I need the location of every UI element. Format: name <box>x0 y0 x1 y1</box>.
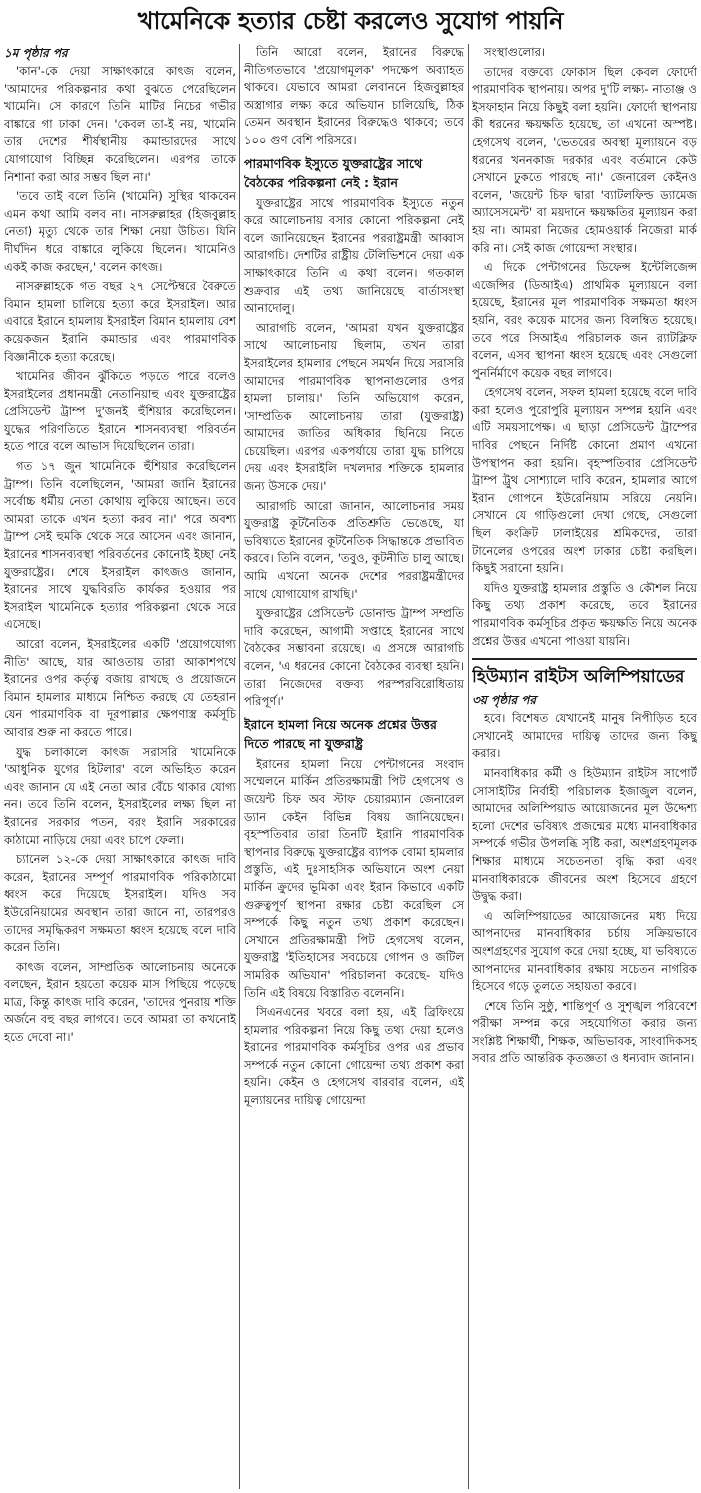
paragraph: 'তবে তাই বলে তিনি (খামেনি) সুস্থির থাকবেন এমন কথা আমি বলব না। নাসরুল্লাহর (হিজবুল্লাহ নেতা) মৃত্যু থেকে তার শিক্ষা নেয়া উচিত। যিনি দীর্ঘদিন ধরে বাঙ্কারে লুকিয়ে ছিলেন। খামেনিও একই কাজ করছেন,' বলেন কাৎজ। <box>4 189 236 274</box>
continuation-label: ১ম পৃষ্ঠার পর <box>4 46 68 60</box>
paragraph: নাসরুল্লাহকে গত বছর ২৭ সেপ্টেম্বরে বৈরুতে বিমান হামলা চালিয়ে হত্যা করে ইসরাইল। আর এবারে ইরানে হামলায় ইসরাইল বিমান হামলায় বেশ কয়েকজন ইরানি কমান্ডার এবং পারমাণবিক বিজ্ঞানীকে হত্যা করেছে। <box>4 279 236 364</box>
paragraph: মানবাধিকার কর্মী ও হিউম্যান রাইটস সাপোর্ট সোসাইটির নির্বাহী পরিচালক ইজাজুল বলেন, আমাদের অলিম্পিয়াড আয়োজনের মূল উদ্দেশ্য হলো দেশের ভবিষ্যৎ প্রজন্মের মধ্যে মানবাধিকার সম্পর্কে গভীর উপলব্ধি সৃষ্টি করা, অংশগ্রহণমূলক শিক্ষার মাধ্যমে সচেতনতা বৃদ্ধি করা এবং মানবাধিকারকে জীবনের অংশ হিসেবে গ্রহণে উদ্বুদ্ধ করা। <box>472 765 697 904</box>
paragraph: আরাগচি বলেন, 'আমরা যখন যুক্তরাষ্ট্রের সাথে আলোচনায় ছিলাম, তখন তারা ইসরাইলের হামলার পেছনে সমর্থন দিয়ে সরাসরি আমাদের পারমাণবিক স্থাপনাগুলোর ওপর হামলা চালায়।' তিনি অভিযোগ করেন, 'সাম্প্রতিক আলোচনায় তারা (যুক্তরাষ্ট্র) আমাদের জাতির অধিকার ছিনিয়ে নিতে চেয়েছিল। এরপর একপর্যায়ে তারা যুদ্ধ চাপিয়ে দেয় এবং ইসরাইলি দখলদার শক্তিকে হামলার জন্য উসকে দেয়।' <box>244 320 464 494</box>
paragraph: হেগসেথ বলেন, সফল হামলা হয়েছে বলে দাবি করা হলেও পুরোপুরি মূল্যায়ন সম্পন্ন হয়নি এবং এটি সময়সাপেক্ষ। এ ছাড়া প্রেসিডেন্ট ট্রাম্পের দাবির পেছনে নির্দিষ্ট কোনো প্রমাণ এখনো উপস্থাপন করা হয়নি। বৃহস্পতিবার প্রেসিডেন্ট ট্রাম্প ট্রুথ সোশ্যালে দাবি করেন, হামলার আগে ইরান গোপনে ইউরেনিয়াম সরিয়ে নেয়নি। সেখানে যে গাড়িগুলো দেখা গেছে, সেগুলো ছিল কংক্রিট ঢালাইয়ের শ্রমিকদের, তারা টানেলের ওপরের অংশ ঢাকার চেষ্টা করছিল। কিছুই সরানো হয়নি। <box>472 385 697 576</box>
column-1 <box>4 44 236 1489</box>
paragraph: শেষে তিনি সুষ্ঠু, শান্তিপূর্ণ ও সুশৃঙ্খল পরিবেশে পরীক্ষা সম্পন্ন করে সহযোগিতা করার জন্য সংশ্লিষ্ট শিক্ষার্থী, শিক্ষক, অভিভাবক, সাংবাদিকসহ সবার প্রতি আন্তরিক কৃতজ্ঞতা ও ধন্যবাদ জানান। <box>472 998 697 1066</box>
paragraph: তিনি আরো বলেন, ইরানের বিরুদ্ধে নীতিগতভাবে 'প্রয়োগমূলক' পদক্ষেপ অব্যাহত থাকবে। যেভাবে আমরা লেবাননে হিজবুল্লাহর অস্ত্রাগার লক্ষ্য করে অভিযান চালিয়েছি, ঠিক তেমন অবস্থান ইরানের বিরুদ্ধেও থাকবে; তবে ১০০ গুণ বেশি পরিসরে। <box>244 45 464 147</box>
paragraph: হবে। বিশেষত যেখানেই মানুষ নিপীড়িত হবে সেখানেই আমাদের দায়িত্ব তাদের জন্য কিছু করার। <box>472 711 697 761</box>
column-divider <box>468 44 469 1489</box>
subheading: ইরানে হামলা নিয়ে অনেক প্রশ্নের উত্তর দিতে পারছে না যুক্তরাষ্ট্র <box>244 716 437 751</box>
paragraph: যদিও যুক্তরাষ্ট্র হামলার প্রস্তুতি ও কৌশল নিয়ে কিছু তথ্য প্রকাশ করেছে, তবে ইরানের পারমাণবিক কর্মসূচির প্রকৃত ক্ষয়ক্ষতি নিয়ে অনেক প্রশ্নের উত্তর এখনো পাওয়া যায়নি। <box>472 580 697 648</box>
paragraph: আরাগচি আরো জানান, আলোচনার সময় যুক্তরাষ্ট্র কূটনৈতিক প্রতিশ্রুতি ভেঙেছে, যা ভবিষ্যতে ইরানের কূটনৈতিক সিদ্ধান্তকে প্রভাবিত করবে। তিনি বলেন, 'তবুও, কূটনীতি চালু আছে। আমি এখনো অনেক দেশের পররাষ্ট্রমন্ত্রীদের সাথে যোগাযোগ রাখছি।' <box>244 498 464 601</box>
paragraph: তাদের বক্তব্যে ফোকাস ছিল কেবল ফোর্দো পারমাণবিক স্থাপনায়। অপর দু'টি লক্ষ্য- নাতাঞ্জ ও ইসফাহান নিয়ে কিছুই বলা হয়নি। ফোর্দো স্থাপনায় কী ধরনের ক্ষয়ক্ষতি হয়েছে, তা এখনো অস্পষ্ট। হেগসেথ বলেন, 'ভেতরের অবস্থা মূল্যায়নে বড় ধরনের খননকাজ দরকার এবং বর্তমানে কেউ সেখানে ঢুকতে পারছে না।' জেনারেল কেইনও বলেন, 'জয়েন্ট চিফ দ্বারা 'ব্যাটলফিল্ড ড্যামেজ অ্যাসেসমেন্ট' বা ময়দানে ক্ষয়ক্ষতির মূল্যায়ন করা হয় না। আমরা নিজের হোমওয়ার্ক নিজেরা মার্ক করি না। সেই কাজ গোয়েন্দা সংস্থার। <box>472 64 697 255</box>
paragraph: আরো বলেন, ইসরাইলের একটি 'প্রয়োগযোগ্য নীতি' আছে, যার আওতায় তারা আকাশপথে ইরানের ওপর কর্তৃত্ব বজায় রাখছে ও প্রয়োজনে বিমান হামলার মাধ্যমে নিশ্চিত করছে যে তেহরান যেন পারমাণবিক বা দূরপাল্লার ক্ষেপণাস্ত্র কর্মসূচি আবার শুরু না করতে পারে। <box>4 637 236 739</box>
continuation-label: ৩য় পৃষ্ঠার পর <box>472 693 537 708</box>
paragraph: চ্যানেল ১২-কে দেয়া সাক্ষাৎকারে কাৎজ দাবি করেন, ইরানের সম্পূর্ণ পারমাণবিক পরিকাঠামো ধ্বংস করে দিয়েছে ইসরাইল। যদিও সব ইউরেনিয়ামের অবস্থান তারা জানে না, তারপরও তাদের সমৃদ্ধিকরণ সক্ষমতা ধ্বংস হয়েছে বলে দাবি করেন তিনি। <box>4 852 236 955</box>
column-2 <box>244 44 464 1489</box>
second-article-headline: হিউম্যান রাইটস অলিম্পিয়াডের <box>472 658 697 689</box>
paragraph: এ অলিম্পিয়াডের আয়োজনের মধ্য দিয়ে আপনাদের মানবাধিকার চর্চায় সক্রিয়ভাবে অংশগ্রহণের সুযোগ করে দেয়া হচ্ছে, যা ভবিষ্যতে আপনাদের মানবাধিকার রক্ষায় সচেতন নাগরিক হিসেবে গড়ে তুলতে সহায়তা করবে। <box>472 908 697 994</box>
paragraph: যুদ্ধ চলাকালে কাৎজ সরাসরি খামেনিকে 'আধুনিক যুগের হিটলার' বলে অভিহিত করেন এবং জানান যে এই নেতা আর বেঁচে থাকার যোগ্য নন। তবে তিনি বলেন, ইসরাইলের লক্ষ্য ছিল না ইরানের সরকার পতন, বরং ইরানি সরকারের কাঠামো নাড়িয়ে দেয়া এবং চাপে ফেলা। <box>4 744 236 847</box>
paragraph: খামেনির জীবন ঝুঁকিতে পড়তে পারে বলেও ইসরাইলের প্রধানমন্ত্রী নেতানিয়াহু এবং যুক্তরাষ্ট্রের প্রেসিডেন্ট ট্রাম্প দু'জনই হুঁশিয়ার করেছিলেন। যুদ্ধের পরিণতিতে ইরানে শাসনব্যবস্থা পরিবর্তন হতে পারে বলে আভাস দিয়েছিলেন তারা। <box>4 369 236 454</box>
paragraph: যুক্তরাষ্ট্রের সাথে পারমাণবিক ইস্যুতে নতুন করে আলোচনায় বসার কোনো পরিকল্পনা নেই বলে জানিয়েছেন ইরানের পররাষ্ট্রমন্ত্রী আব্বাস আরাগচি। দেশটির রাষ্ট্রীয় টেলিভিশনে দেয়া এক সাক্ষাৎকারে তিনি এ কথা বলেন। গতকাল শুক্রবার এই তথ্য জানিয়েছে বার্তাসংস্থা আনাদোলু। <box>244 195 464 316</box>
paragraph: এ দিকে পেন্টাগনের ডিফেন্স ইন্টেলিজেন্স এজেন্সির (ডিআইএ) প্রাথমিক মূল্যায়নে বলা হয়েছে, ইরানের মূল পারমাণবিক সক্ষমতা ধ্বংস হয়নি, বরং কয়েক মাসের জন্য বিলম্বিত হয়েছে। তবে পরে সিআইএ পরিচালক জন র‍্যাটক্লিফ বলেন, এসব স্থাপনা ধ্বংস হয়েছে এবং সেগুলো পুনর্নির্মাণে কয়েক বছর লাগবে। <box>472 260 697 380</box>
paragraph: গত ১৭ জুন খামেনিকে হুঁশিয়ার করেছিলেন ট্রাম্প। তিনি বলেছিলেন, 'আমরা জানি ইরানের সর্বোচ্চ ধর্মীয় নেতা কোথায় লুকিয়ে আছেন। তবে আমরা তাকে এখন হত্যা করব না।' পরে অবশ্য ট্রাম্প সেই হুমকি থেকে সরে আসেন এবং জানান, ইরানের শাসনব্যবস্থা পরিবর্তনের কোনোই ইচ্ছা নেই যুক্তরাষ্ট্রের। শেষে ইসরাইল কাৎজও জানান, ইরানের সাথে যুদ্ধবিরতি কার্যকর হওয়ার পর ইসরাইল খামেনিকে হত্যার পরিকল্পনা থেকে সরে এসেছে। <box>4 459 236 632</box>
paragraph: 'কান'-কে দেয়া সাক্ষাৎকারে কাৎজ বলেন, 'আমাদের পরিকল্পনার কথা বুঝতে পেরেছিলেন খামেনি। সে কারণে তিনি মাটির নিচের গভীর বাঙ্কারে গা ঢাকা দেন। 'কেবল তা-ই নয়, খামেনি তার দেশের শীর্ষস্থানীয় কমান্ডারদের সাথে যোগাযোগ বিচ্ছিন্ন করেছিলেন। এরপর তাকে নিশানা করা আর সম্ভব ছিল না।' <box>4 64 236 184</box>
paragraph: ইরানের হামলা নিয়ে পেন্টাগনের সংবাদ সম্মেলনে মার্কিন প্রতিরক্ষামন্ত্রী পিট হেগসেথ ও জয়েন্ট চিফ অব স্টাফ চেয়ারম্যান জেনারেল ড্যান কেইন বিভিন্ন বিষয় জানিয়েছেন। বৃহস্পতিবার তারা তিনটি ইরানি পারমাণবিক স্থাপনার বিরুদ্ধে যুক্তরাষ্ট্রের ব্যাপক বোমা হামলার প্রস্তুতি, এই দুঃসাহসিক অভিযানে অংশ নেয়া মার্কিন ক্রুদের ভূমিকা এবং ইরান কিভাবে একটি গুরুত্বপূর্ণ স্থাপনা রক্ষার চেষ্টা করেছিল সে সম্পর্কে কিছু নতুন তথ্য প্রকাশ করেছেন। সেখানে প্রতিরক্ষামন্ত্রী পিট হেগসেথ বলেন, যুক্তরাষ্ট্র 'ইতিহাসের সবচেয়ে গোপন ও জটিল সামরিক অভিযান' পরিচালনা করেছে- যদিও তিনি এই বিষয়ে বিস্তারিত বলেননি। <box>244 756 464 1000</box>
paragraph: সিএনএনের খবরে বলা হয়, এই ব্রিফিংয়ে হামলার পরিকল্পনা নিয়ে কিছু তথ্য দেয়া হলেও ইরানের পারমাণবিক কর্মসূচির ওপর এর প্রভাব সম্পর্কে নতুন কোনো গোয়েন্দা তথ্য প্রকাশ করা হয়নি। কেইন ও হেগসেথ বারবার বলেন, এই মূল্যায়নের দায়িত্ব গোয়েন্দা <box>244 1005 464 1108</box>
column-divider <box>239 44 240 1489</box>
paragraph: যুক্তরাষ্ট্রের প্রেসিডেন্ট ডোনাল্ড ট্রাম্প সম্প্রতি দাবি করেছেন, আগামী সপ্তাহে ইরানের সাথে বৈঠকের সম্ভাবনা রয়েছে। এ প্রসঙ্গে আরাগচি বলেন, 'এ ধরনের কোনো বৈঠকের ব্যবস্থা হয়নি। তারা নিজেদের বক্তব্য পরস্পরবিরোধিতায় পরিপূর্ণ।' <box>244 606 464 709</box>
headline: খামেনিকে হত্যার চেষ্টা করলেও সুযোগ পায়নি <box>137 7 564 35</box>
paragraph: সংস্থাগুলোর। <box>484 45 546 59</box>
subheading: পারমাণবিক ইস্যুতে যুক্তরাষ্ট্রের সাথে বৈঠকের পরিকল্পনা নেই : ইরান <box>244 155 423 190</box>
column-3 <box>472 44 697 1489</box>
paragraph: কাৎজ বলেন, সাম্প্রতিক আলোচনায় অনেকে বলছেন, ইরান হয়তো কয়েক মাস পিছিয়ে পড়েছে মাত্র, কিন্তু কাৎজ দাবি করেন, 'তাদের পুনরায় শক্তি অর্জনে বহু বছর লাগবে। তবে আমরা তা কখনোই হতে দেবো না।' <box>4 959 236 1045</box>
